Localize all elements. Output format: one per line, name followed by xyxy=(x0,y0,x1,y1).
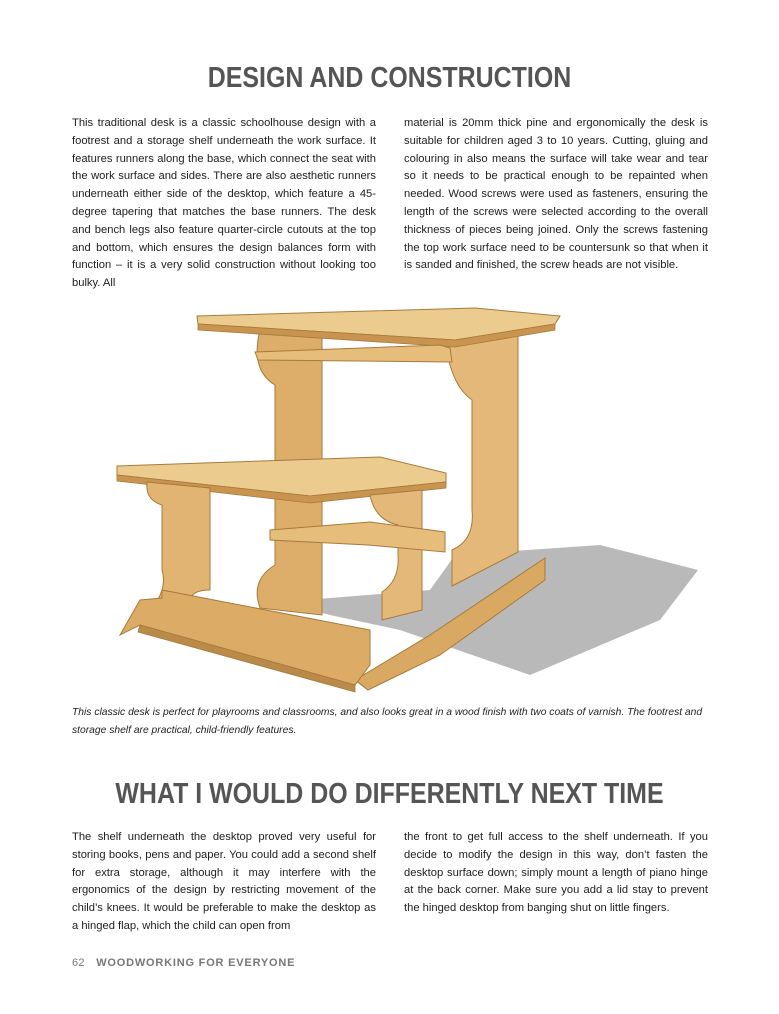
page-number: 62 xyxy=(72,957,85,969)
body-text-column: the front to get full access to the shelf underneath. If you decide to modify the design in this way, don’t fasten the desktop surface down; simply mount a length of piano hinge at the back corner. Make sure you add a lid stay to prevent the hinged desktop from banging shut on little fingers. xyxy=(404,831,708,915)
page-footer xyxy=(72,957,295,969)
body-text-column: This traditional desk is a classic schoolhouse design with a footrest and a storage shelf underneath the work surface. It features runners along the base, which connect the seat with the work surface and sides. There are also aesthetic runners underneath either side of the desktop, which feature a 45-degree tapering that matches the base runners. The desk and bench legs also feature quarter-circle cutouts at the top and bottom, which ensures the design balances form with function – it is a very solid construction without looking too bulky. All xyxy=(72,117,376,290)
section-heading-differently: WHAT I WOULD DO DIFFERENTLY NEXT TIME xyxy=(115,778,664,810)
section-heading-design: DESIGN AND CONSTRUCTION xyxy=(207,62,572,94)
book-title: WOODWORKING FOR EVERYONE xyxy=(96,957,296,969)
desk-illustration xyxy=(100,290,710,695)
body-text-column: The shelf underneath the desktop proved very useful for storing books, pens and paper. You could add a second shelf for extra storage, although it may interfere with the ergonomics of the design by restricting movement of the child’s knees. It would be preferable to make the desktop as a hinged flap, which the child can open from xyxy=(72,831,376,932)
figure-caption: This classic desk is perfect for playrooms and classrooms, and also looks great in a wood finish with two coats of varnish. The footrest and storage shelf are practical, child-friendly features. xyxy=(72,707,703,736)
body-text-column: material is 20mm thick pine and ergonomically the desk is suitable for children aged 3 to 10 years. Cutting, gluing and colouring in also means the surface will take wear and tear so it needs to be practical enough to be repainted when needed. Wood screws were used as fasteners, ensuring the length of the screws were selected according to the overall thickness of pieces being joined. Only the screws fastening the top work surface need to be countersunk so that when it is sanded and finished, the screw heads are not visible. xyxy=(404,117,708,272)
desk-front-leg xyxy=(445,330,518,586)
